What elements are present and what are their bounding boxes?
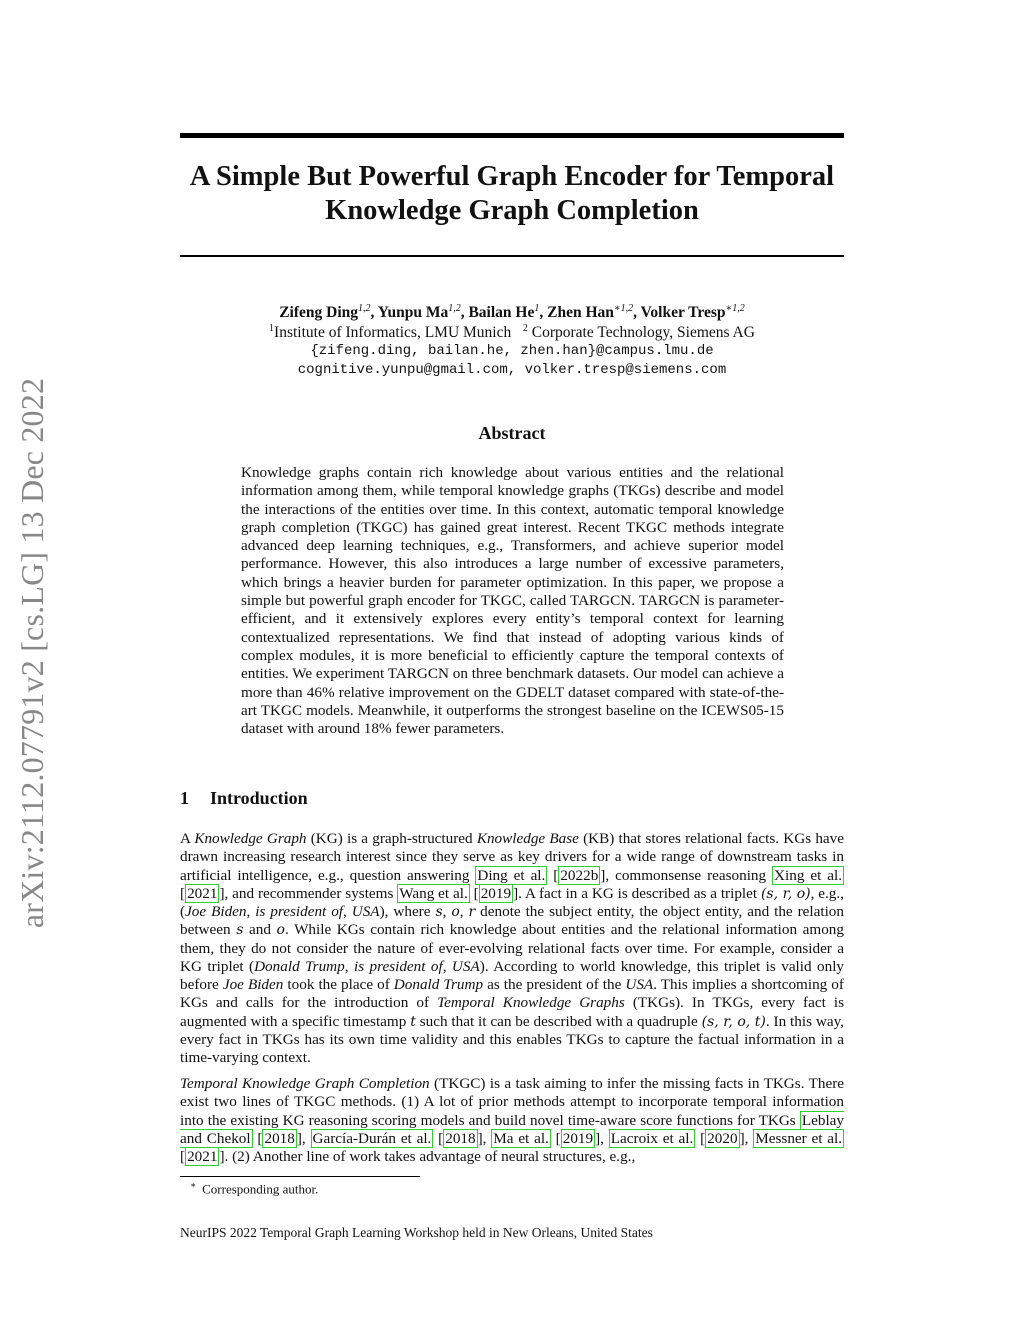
citation-author-link[interactable]: García-Durán et al. <box>312 1129 432 1147</box>
citation-author-link[interactable]: Ding et al. <box>477 866 546 884</box>
section-number: 1 <box>180 788 189 808</box>
title-line-2: Knowledge Graph Completion <box>325 195 699 226</box>
email-line-2: cognitive.yunpu@gmail.com, volker.tresp@siemens.com <box>297 362 727 379</box>
author-name: Zhen Han <box>547 304 614 322</box>
footnote-rule <box>180 1176 420 1177</box>
affiliation-marker: 1 <box>534 303 540 314</box>
citation-year-link[interactable]: 2018 <box>264 1129 295 1147</box>
section-title: Introduction <box>210 788 308 808</box>
citation-year-link[interactable]: 2022b <box>560 866 599 884</box>
affiliation-marker: ∗1,2 <box>613 303 634 314</box>
section-heading-introduction <box>180 788 308 809</box>
footnote-mark: ∗ <box>190 1180 197 1190</box>
footnote-text: Corresponding author. <box>202 1181 319 1197</box>
citation-year-link[interactable]: 2019 <box>562 1129 594 1147</box>
affiliation-number: 2 <box>522 323 528 334</box>
author-name: Yunpu Ma <box>377 304 449 322</box>
arxiv-identifier-stamp: arXiv:2112.07791v2 [cs.LG] 13 Dec 2022 <box>14 377 50 929</box>
author-block <box>180 299 844 380</box>
math-expression: (s, r, o, t) <box>701 1013 766 1030</box>
emphasis: Knowledge Base <box>476 830 579 847</box>
venue-footer: NeurIPS 2022 Temporal Graph Learning Workshop held in New Orleans, United States <box>180 1225 653 1240</box>
affiliation-number: 1 <box>269 323 275 334</box>
citation-author-link[interactable]: Messner et al. <box>755 1129 843 1147</box>
citation-year-link[interactable]: 2019 <box>480 884 512 902</box>
citation-year-link[interactable]: 2020 <box>707 1129 738 1147</box>
math-expression: s <box>435 904 443 920</box>
math-expression: o <box>451 904 460 920</box>
math-expression: (s, r, o) <box>760 885 811 902</box>
math-expression: t <box>410 1013 416 1030</box>
math-expression: r <box>468 904 476 920</box>
emphasis: Temporal Knowledge Graph Completion <box>180 1075 430 1092</box>
citation-year-link[interactable]: 2021 <box>187 884 218 902</box>
abstract-body: Knowledge graphs contain rich knowledge about various entities and the relational information among them, while temporal knowledge graphs (TKGs) describe and model the interactions of the entities over time. In this context, automatic temporal knowledge graph completion (TKGC) has gained great interest. Recent TKGC methods integrate advanced deep learning techniques, e.g., Transformers, and achieve superior model performance. However, this also introduces a large number of excessive parameters, which brings a heavier burden for parameter optimization. In this paper, we propose a simple but powerful graph encoder for TKGC, called TARGCN. TARGCN is parameter-efficient, and it extensively explores every entity’s temporal context for learning contextualized representations. We find that instead of adopting various kinds of complex modules, it is more beneficial to efficiently capture the temporal contexts of entities. We experiment TARGCN on three benchmark datasets. Our model can achieve a more than 46% relative improvement on the GDELT dataset compared with state-of-the-art TKGC models. Meanwhile, it outperforms the strongest baseline on the ICEWS05-15 dataset with around 18% fewer parameters. <box>241 464 784 738</box>
title-bottom-rule <box>180 255 844 257</box>
affiliation-1: Institute of Informatics, LMU Munich <box>274 324 512 342</box>
citation-author-link[interactable]: Leblay and Chekol <box>180 1111 844 1147</box>
affiliation-2: Corporate Technology, Siemens AG <box>531 324 755 342</box>
math-expression: s <box>236 922 244 939</box>
citation-author-link[interactable]: Ma et al. <box>493 1129 549 1147</box>
email-line-1: {zifeng.ding, bailan.he, zhen.han}@campus.lmu.de <box>310 343 714 360</box>
emphasis: Knowledge Graph <box>194 830 307 847</box>
author-names: Zifeng Ding$^{1,2}$, Yunpu Ma$^{1,2}$, Bailan He$^1$, Zhen Han$^{∗1,2}$, Volker Tresp$^{∗1,2}$ <box>279 303 745 322</box>
introduction-paragraph-2: Temporal Knowledge Graph Completion (TKGC) is a task aiming to infer the missing facts in TKGs. There exist two lines of TKGC methods. (1) A lot of prior methods attempt to incorporate temporal information into the existing KG reasoning scoring models and build novel time-aware score functions for TKGs Leblay and Chekol [ 2018 ], García-Durán et al. [ 2018 ], Ma et al. [ 2019 ], Lacroix et al. [ 2020 ], Messner et al. [ 2021 ]. (2) Another line of work takes advantage of neural structures, e.g., <box>180 1075 844 1165</box>
math-expression: o <box>276 922 285 939</box>
affiliation-marker: ∗1,2 <box>725 303 745 314</box>
citation-author-link[interactable]: Xing et al. <box>774 866 843 884</box>
introduction-paragraph-1: A Knowledge Graph (KG) is a graph-structured Knowledge Base (KB) that stores relational facts. KGs have drawn increasing research interest since they serve as key drivers for a wide range of downstream tasks in artificial intelligence, e.g., question answering Ding et al. [ 2022b ], commonsense reasoning Xing et al. [ 2021 ], and recommender systems Wang et al. [ 2019 ]. A fact in a KG is described as a triplet (s, r, o), e.g., (Joe Biden, is president of, USA), where s, o, r denote the subject entity, the object entity, and the relation between s and o. While KGs contain rich knowledge about entities and the relational information among them, they do not consider the nature of ever-evolving relational facts over time. For example, consider a KG triplet (Donald Trump, is president of, USA). According to world knowledge, this triplet is valid only before Joe Biden took the place of Donald Trump as the president of the USA. This implies a shortcoming of KGs and calls for the introduction of Temporal Knowledge Graphs (TKGs). In TKGs, every fact is augmented with a specific timestamp t such that it can be described with a quadruple (s, r, o, t). In this way, every fact in TKGs has its own time validity and this enables TKGs to capture the factual information in a time-varying context. <box>180 830 845 1066</box>
affiliations <box>180 323 844 342</box>
author-name: Bailan He <box>468 304 535 322</box>
abstract-heading: Abstract <box>478 423 546 443</box>
author-name: Volker Tresp <box>640 304 726 322</box>
affiliation-marker: 1,2 <box>358 303 371 314</box>
title-line-1: A Simple But Powerful Graph Encoder for Temporal <box>189 161 835 192</box>
paper-title <box>180 160 844 228</box>
affiliation-marker: 1,2 <box>448 303 461 314</box>
title-top-rule <box>180 133 844 138</box>
author-name: Zifeng Ding <box>279 304 359 322</box>
citation-year-link[interactable]: 2018 <box>445 1129 476 1147</box>
citation-year-link[interactable]: 2021 <box>187 1148 218 1165</box>
citation-author-link[interactable]: Lacroix et al. <box>610 1129 694 1147</box>
citation-author-link[interactable]: Wang et al. <box>399 884 468 902</box>
footnote <box>190 1180 318 1197</box>
